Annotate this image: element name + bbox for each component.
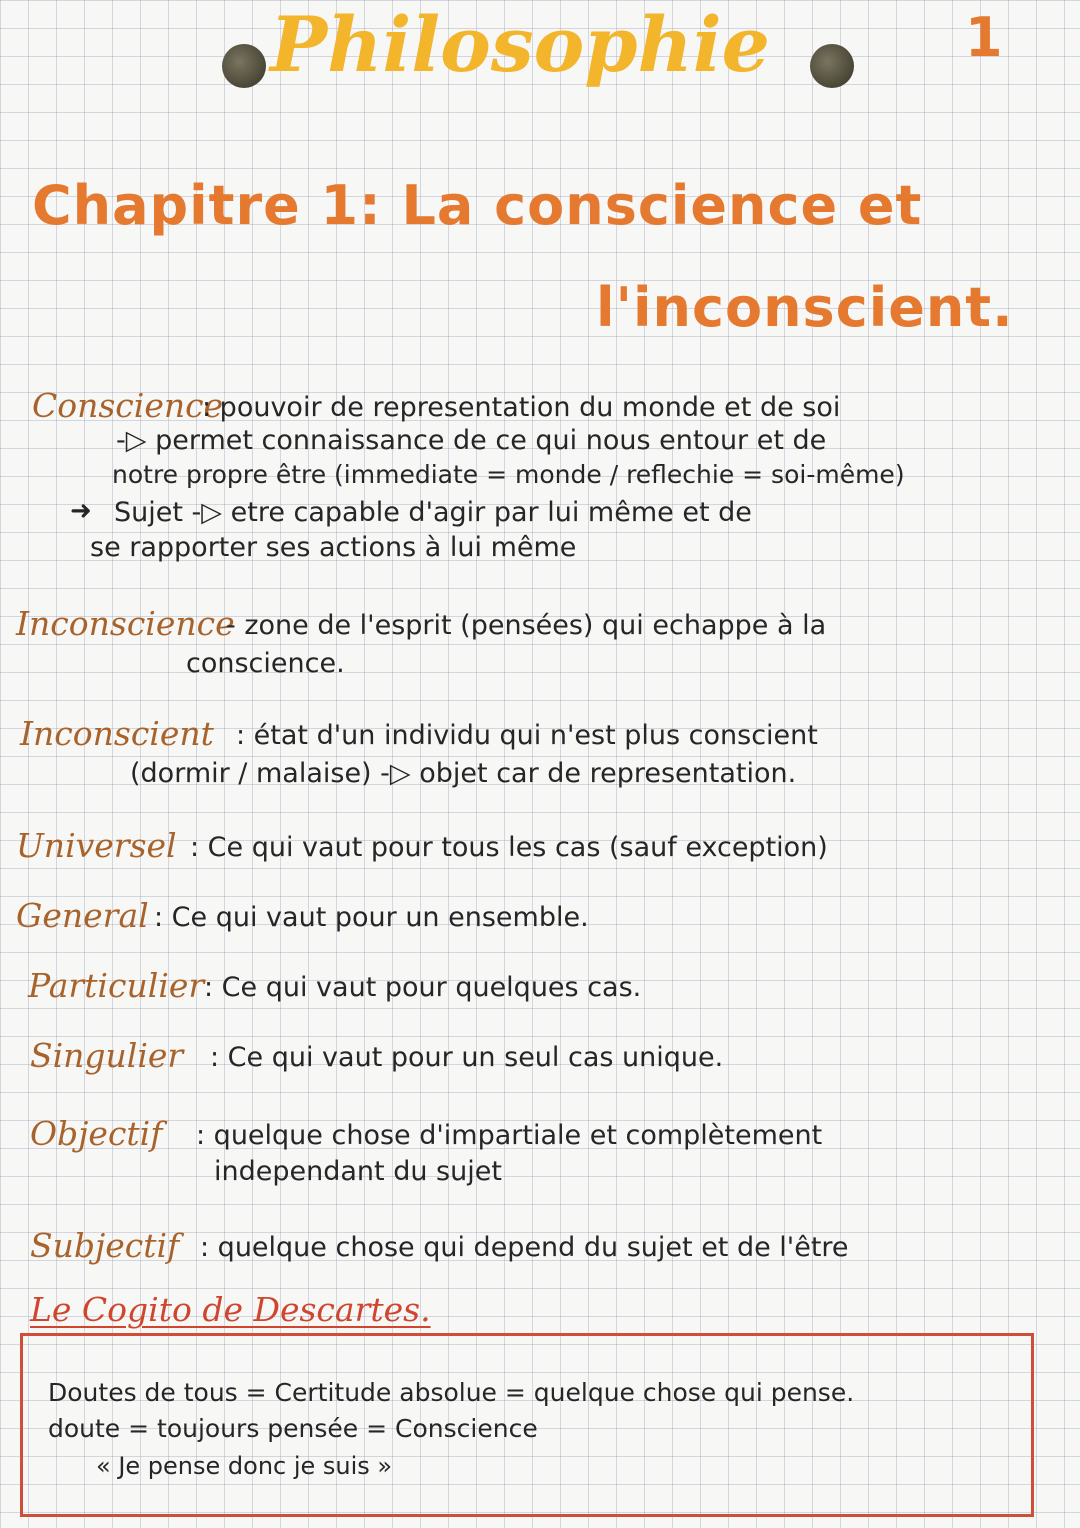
term-general: General	[16, 896, 149, 935]
conscience-def-line5: se rapporter ses actions à lui même	[90, 532, 577, 563]
inconscient-def-line1: : état d'un individu qui n'est plus conscient	[236, 720, 818, 751]
inconscience-def-line1: - zone de l'esprit (pensées) qui echappe à la	[226, 610, 827, 641]
term-objectif: Objectif	[30, 1114, 163, 1153]
term-subjectif: Subjectif	[30, 1226, 180, 1265]
term-universel: Universel	[16, 826, 177, 865]
inconscience-def-line2: conscience.	[186, 648, 345, 679]
objectif-def-line1: : quelque chose d'impartiale et complètement	[196, 1120, 823, 1151]
term-inconscience: Inconscience	[16, 604, 235, 643]
subject-title: Philosophie	[270, 0, 770, 89]
singulier-def: : Ce qui vaut pour un seul cas unique.	[210, 1042, 724, 1073]
term-inconscient: Inconscient	[20, 714, 214, 753]
term-singulier: Singulier	[30, 1036, 184, 1075]
chapter-title-line2: l'inconscient.	[596, 276, 1014, 339]
objectif-def-line2: independant du sujet	[214, 1156, 502, 1187]
cogito-section-title: Le Cogito de Descartes.	[30, 1290, 431, 1329]
cogito-line1: Doutes de tous = Certitude absolue = quelque chose qui pense.	[48, 1378, 855, 1407]
conscience-def-line3: notre propre être (immediate = monde / reflechie = soi-même)	[112, 460, 905, 489]
particulier-def: : Ce qui vaut pour quelques cas.	[204, 972, 642, 1003]
cogito-line2: doute = toujours pensée = Conscience	[48, 1414, 538, 1443]
term-conscience: Conscience	[32, 386, 224, 425]
universel-def: : Ce qui vaut pour tous les cas (sauf exception)	[190, 832, 828, 863]
inconscient-def-line2: (dormir / malaise) -▷ objet car de representation.	[130, 758, 797, 789]
conscience-def-line1: : pouvoir de representation du monde et de soi	[202, 392, 841, 423]
general-def: : Ce qui vaut pour un ensemble.	[154, 902, 589, 933]
right-arrow-icon: ➜	[70, 496, 92, 526]
subjectif-def: : quelque chose qui depend du sujet et de l'être	[200, 1232, 849, 1263]
chapter-title-line1: Chapitre 1: La conscience et	[32, 174, 923, 237]
conscience-def-line2: -▷ permet connaissance de ce qui nous entour et de	[116, 425, 827, 456]
binder-hole-right	[810, 44, 854, 88]
term-particulier: Particulier	[28, 966, 205, 1005]
page-number: 1	[965, 6, 1003, 69]
binder-hole-left	[222, 44, 266, 88]
conscience-def-line4: Sujet -▷ etre capable d'agir par lui même et de	[114, 497, 752, 528]
cogito-quote: « Je pense donc je suis »	[96, 1452, 393, 1480]
